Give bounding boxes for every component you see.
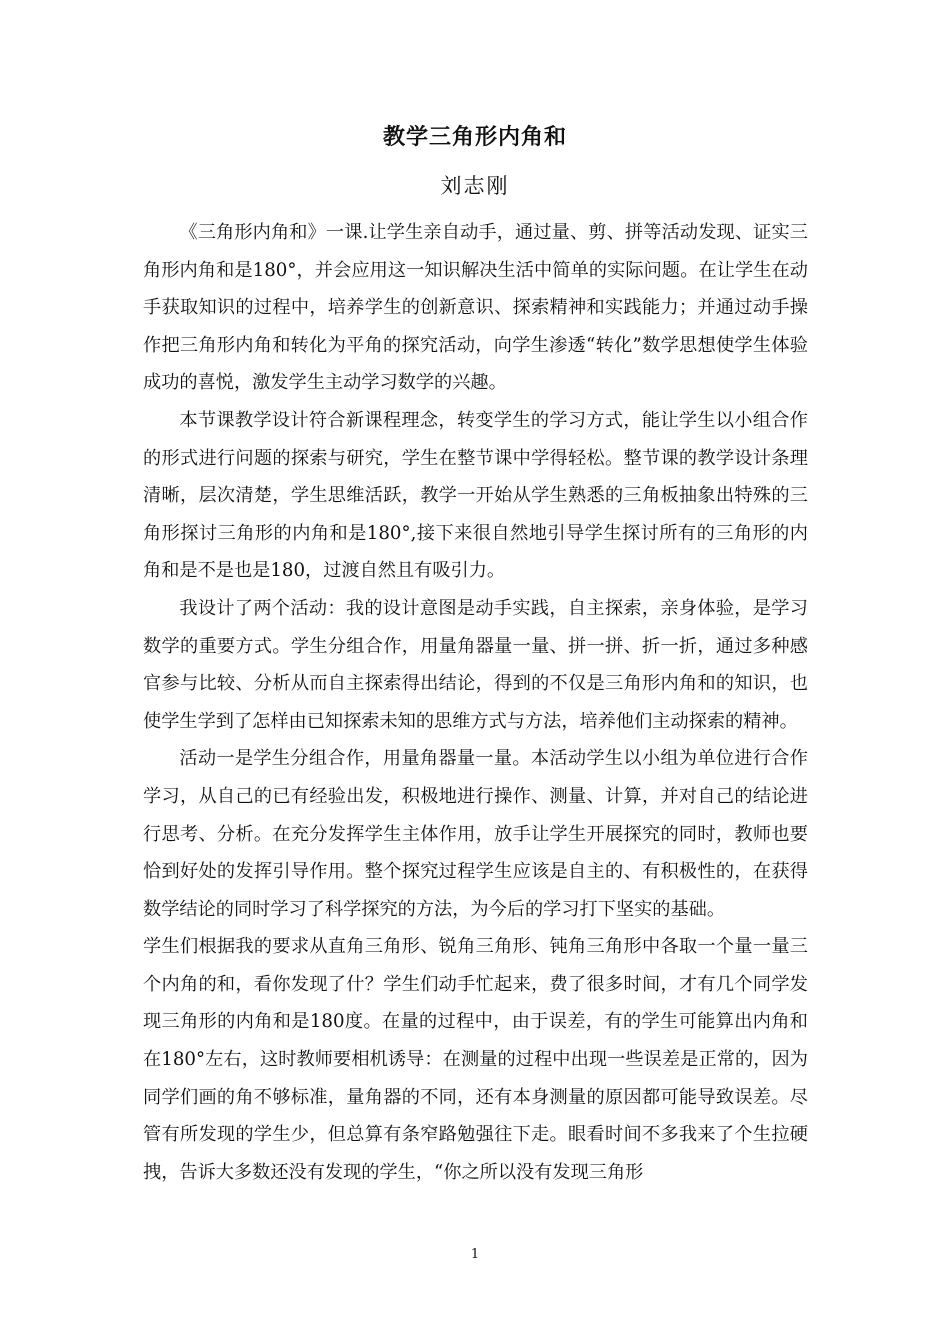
document-title: 教学三角形内角和 — [382, 125, 567, 150]
paragraph-5: 学生们根据我的要求从直角三角形、锐角三角形、钝角三角形中各取一个量一量三个内角的和，看你发现了什？学生们动手忙起来，费了很多时间，才有几个同学发现三角形的内角和是180度。在量的过程中，由于误差，有的学生可能算出内角和在180°左右，这时教师要相机诱导：在测量的过程中出现一些误差是正常的，因为同学们画的角不够标准，量角器的不同，还有本身测量的原因都可能导致误差。尽管有所发现的学生少，但总算有条窄路勉强往下走。眼看时间不多我来了个生拉硬拽，告诉大多数还没有发现的学生，“你之所以没有发现三角形 — [143, 936, 808, 1183]
paragraph-4: 活动一是学生分组合作，用量角器量一量。本活动学生以小组为单位进行合作学习，从自己的已有经验出发，积极地进行操作、测量、计算，并对自己的结论进行思考、分析。在充分发挥学生主体作用，放手让学生开展探究的同时，教师也要恰到好处的发挥引导作用。整个探究过程学生应该是自主的、有积极性的，在获得数学结论的同时学习了科学探究的方法，为今后的学习打下坚实的基础。 — [143, 748, 808, 920]
paragraph-2: 本节课教学设计符合新课程理念，转变学生的学习方式，能让学生以小组合作的形式进行问题的探索与研究，学生在整节课中学得轻松。整节课的教学设计条理清晰，层次清楚，学生思维活跃，教学一开始从学生熟悉的三角板抽象出特殊的三角形探讨三角形的内角和是180°,接下来很自然地引导学生探讨所有的三角形的内角和是不是也是180，过渡自然且有吸引力。 — [143, 409, 808, 582]
paragraph-1: 《三角形内角和》一课.让学生亲自动手，通过量、剪、拼等活动发现、证实三角形内角和是180°，并会应用这一知识解决生活中简单的实际问题。在让学生在动手获取知识的过程中，培养学生的创新意识、探索精神和实践能力；并通过动手操作把三角形内角和转化为平角的探究活动，向学生渗透“转化”数学思想使学生体验成功的喜悦，激发学生主动学习数学的兴趣。 — [143, 222, 808, 394]
paragraph-3: 我设计了两个活动：我的设计意图是动手实践，自主探索，亲身体验，是学习数学的重要方式。学生分组合作，用量角器量一量、拼一拼、折一折，通过多种感官参与比较、分析从而自主探索得出结论，得到的不仅是三角形内角和的知识，也使学生学到了怎样由已知探索未知的思维方式与方法，培养他们主动探索的精神。 — [143, 597, 808, 732]
document-body — [143, 214, 808, 1191]
page-number: 1 — [470, 1247, 480, 1262]
document-author: 刘志刚 — [440, 174, 510, 198]
